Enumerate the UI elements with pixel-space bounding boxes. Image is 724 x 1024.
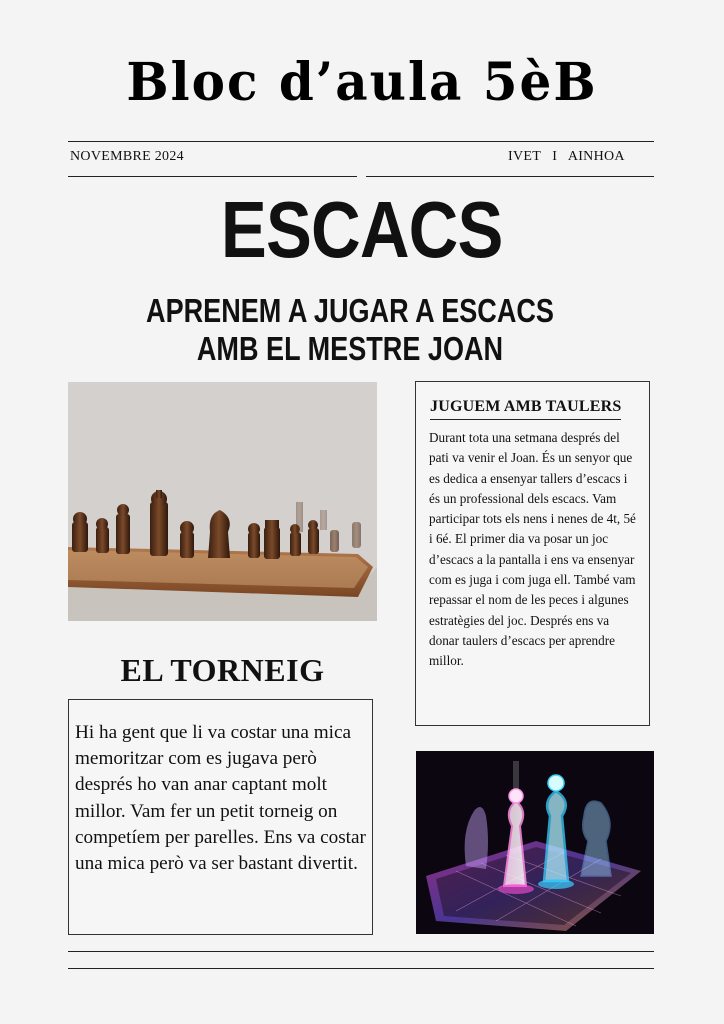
masthead-title: Bloc d’aula 5èB bbox=[126, 50, 598, 113]
article-tallers bbox=[415, 381, 650, 726]
chess-board-illustration bbox=[68, 382, 377, 621]
sub-headline-line-2: AMB EL MESTRE JOAN bbox=[196, 330, 504, 367]
sub-headline-line-1: APRENEM A JUGAR A ESCACS bbox=[146, 292, 554, 329]
sub-headline bbox=[63, 292, 637, 368]
neon-chess-illustration bbox=[416, 751, 654, 934]
main-headline: ESCACS bbox=[220, 185, 503, 274]
meta-rule-right bbox=[366, 176, 654, 177]
article-tallers-title: JUGUEM AMB TAULERS bbox=[430, 398, 621, 420]
article-torneig-body: Hi ha gent que li va costar una mica memoritzar com es jugava però després ho van anar captant molt millor. Vam fer un petit torneig on competíem per parelles. Ens va costar una mica però va ser bastant divertit. bbox=[75, 722, 366, 875]
bottom-rule-1 bbox=[68, 951, 654, 952]
neon-chess-photo bbox=[416, 751, 654, 934]
article-torneig bbox=[68, 699, 373, 935]
article-tallers-body: Durant tota una setmana després del pati va venir el Joan. És un senyor que es dedica a ensenyar tallers d’escacs i és un professional dels escacs. Vam participar tots els nens i nenes de 4t, 5é i 6é. El primer dia va posar un joc d’escacs a la pantalla i ens va ensenyar com es juga i com juga ell. També vam repassar el nom de les peces i algunes estratègies del joc. Després ens va donar taulers d’escacs per aprendre millor. bbox=[429, 430, 636, 669]
top-rule bbox=[68, 141, 654, 142]
meta-rule-left bbox=[68, 176, 357, 177]
chess-board-photo bbox=[68, 382, 377, 621]
authors: IVET I AINHOA bbox=[508, 149, 625, 164]
bottom-rule-2 bbox=[68, 968, 654, 969]
issue-date: NOVEMBRE 2024 bbox=[70, 149, 184, 164]
torneig-title: EL TORNEIG bbox=[120, 652, 325, 688]
